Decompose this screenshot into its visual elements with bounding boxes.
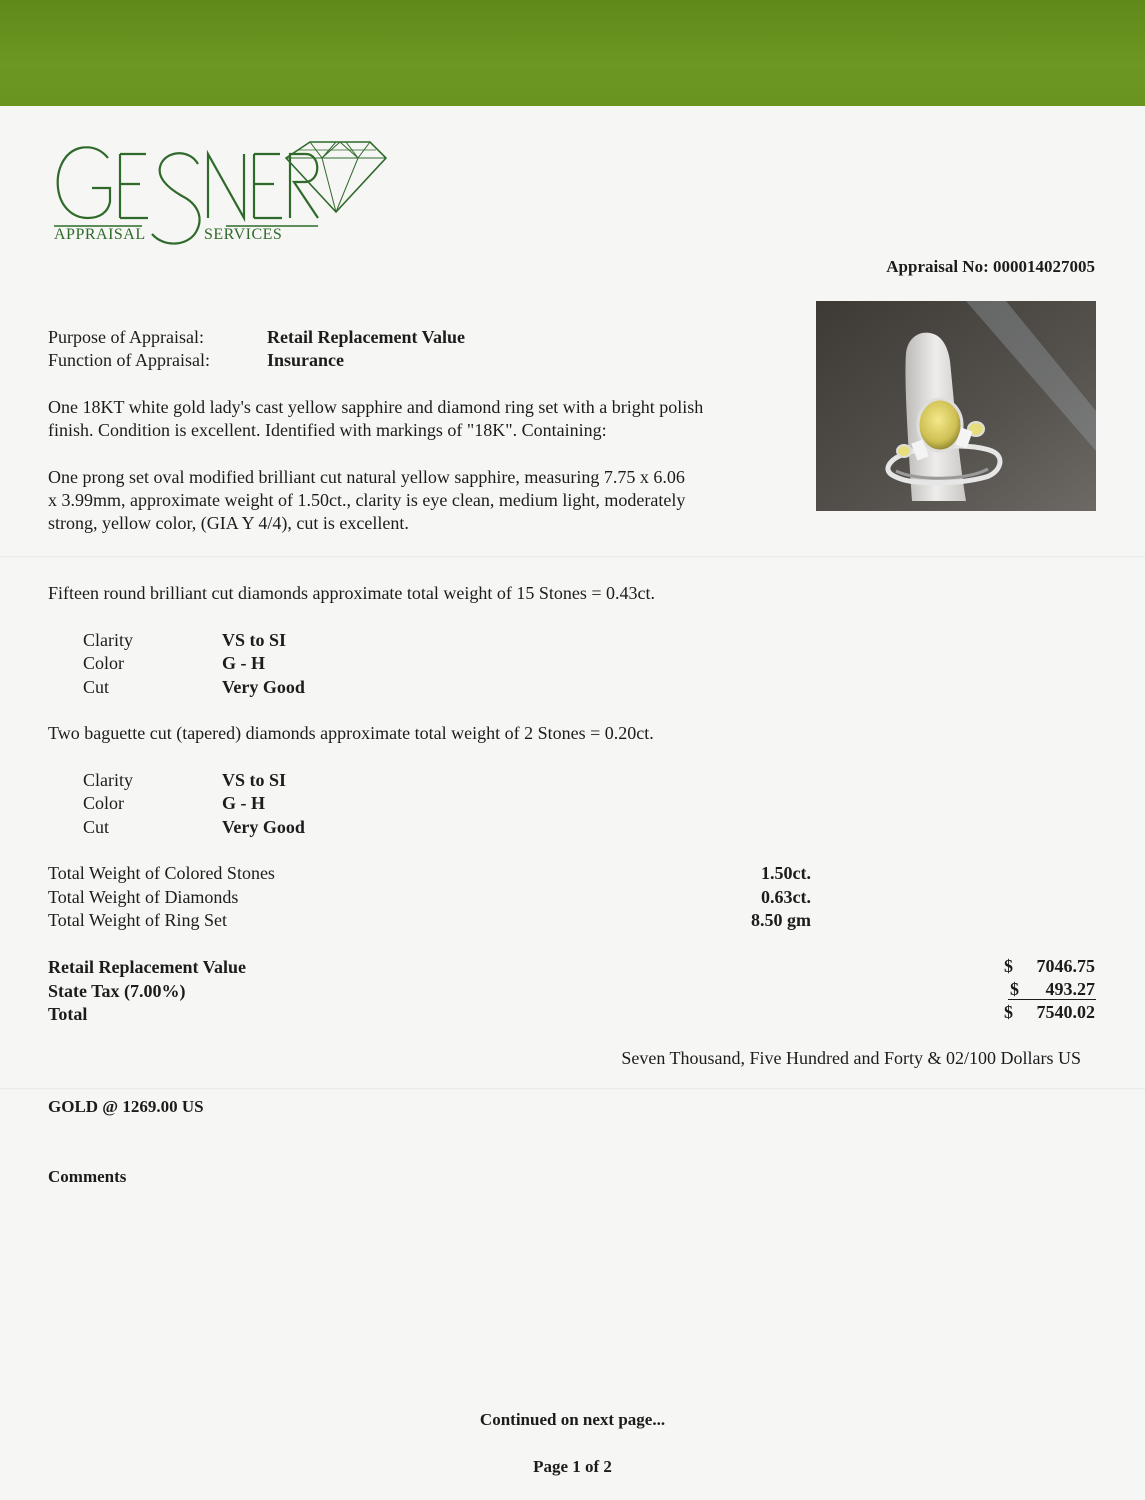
retail-value-label: Retail Replacement Value	[48, 957, 246, 977]
round-clarity-value: VS to SI	[222, 630, 287, 650]
sapphire-line: x 3.99mm, approximate weight of 1.50ct., clarity is eye clean, medium light, moderately	[48, 490, 686, 510]
baguette-color-value: G - H	[222, 793, 265, 813]
weight-diamonds-label: Total Weight of Diamonds	[48, 887, 239, 907]
logo-services-text: SERVICES	[204, 226, 283, 243]
purpose-value: Retail Replacement Value	[267, 327, 465, 347]
description-line: finish. Condition is excellent. Identified with markings of "18K". Containing:	[48, 420, 607, 440]
gold-price: GOLD @ 1269.00 US	[48, 1097, 204, 1116]
round-color-label: Color	[83, 653, 125, 673]
state-tax-label: State Tax (7.00%)	[48, 981, 186, 1001]
retail-value-amount: 7046.75	[1036, 956, 1095, 976]
ring-photo-graphic	[816, 301, 1096, 511]
round-cut-label: Cut	[83, 677, 110, 697]
function-value: Insurance	[267, 350, 345, 370]
fold-line	[0, 556, 1145, 558]
baguette-clarity-value: VS to SI	[222, 770, 287, 790]
fold-line	[0, 1088, 1145, 1090]
baguette-diamonds-intro: Two baguette cut (tapered) diamonds approximate total weight of 2 Stones = 0.20ct.	[48, 723, 654, 743]
baguette-cut-label: Cut	[83, 817, 110, 837]
baguette-clarity-label: Clarity	[83, 770, 133, 790]
page-number: Page 1 of 2	[533, 1457, 612, 1476]
sapphire-line: One prong set oval modified brilliant cut natural yellow sapphire, measuring 7.75 x 6.06	[48, 467, 685, 487]
description-line: One 18KT white gold lady's cast yellow sapphire and diamond ring set with a bright polish	[48, 397, 704, 417]
retail-value-currency: $	[1004, 956, 1013, 976]
ring-photo	[816, 301, 1096, 511]
gesner-logo	[50, 130, 390, 260]
total-currency: $	[1004, 1002, 1013, 1022]
weight-colored-label: Total Weight of Colored Stones	[48, 863, 275, 883]
round-diamonds-intro: Fifteen round brilliant cut diamonds approximate total weight of 15 Stones = 0.43ct.	[48, 583, 656, 603]
state-tax-amount: 493.27	[1045, 979, 1095, 999]
weight-ring-value: 8.50 gm	[751, 910, 811, 930]
baguette-color-label: Color	[83, 793, 125, 813]
total-amount: 7540.02	[1036, 1002, 1095, 1022]
baguette-cut-value: Very Good	[222, 817, 305, 837]
round-cut-value: Very Good	[222, 677, 305, 697]
total-label: Total	[48, 1004, 88, 1024]
weight-colored-value: 1.50ct.	[761, 863, 811, 883]
weight-diamonds-value: 0.63ct.	[761, 887, 811, 907]
sapphire-line: strong, yellow color, (GIA Y 4/4), cut is excellent.	[48, 513, 409, 533]
amount-in-words: Seven Thousand, Five Hundred and Forty & 02/100 Dollars US	[621, 1048, 1081, 1068]
comments-heading: Comments	[48, 1167, 127, 1186]
weight-ring-label: Total Weight of Ring Set	[48, 910, 227, 930]
logo-appraisal-text: APPRAISAL	[54, 226, 146, 243]
appraisal-number: Appraisal No: 000014027005	[886, 257, 1095, 276]
top-green-band	[0, 0, 1145, 106]
continued-note: Continued on next page...	[479, 1410, 666, 1429]
purpose-label: Purpose of Appraisal:	[48, 327, 204, 347]
function-label: Function of Appraisal:	[48, 350, 210, 370]
round-clarity-label: Clarity	[83, 630, 133, 650]
round-color-value: G - H	[222, 653, 265, 673]
state-tax-currency: $	[1010, 979, 1019, 999]
